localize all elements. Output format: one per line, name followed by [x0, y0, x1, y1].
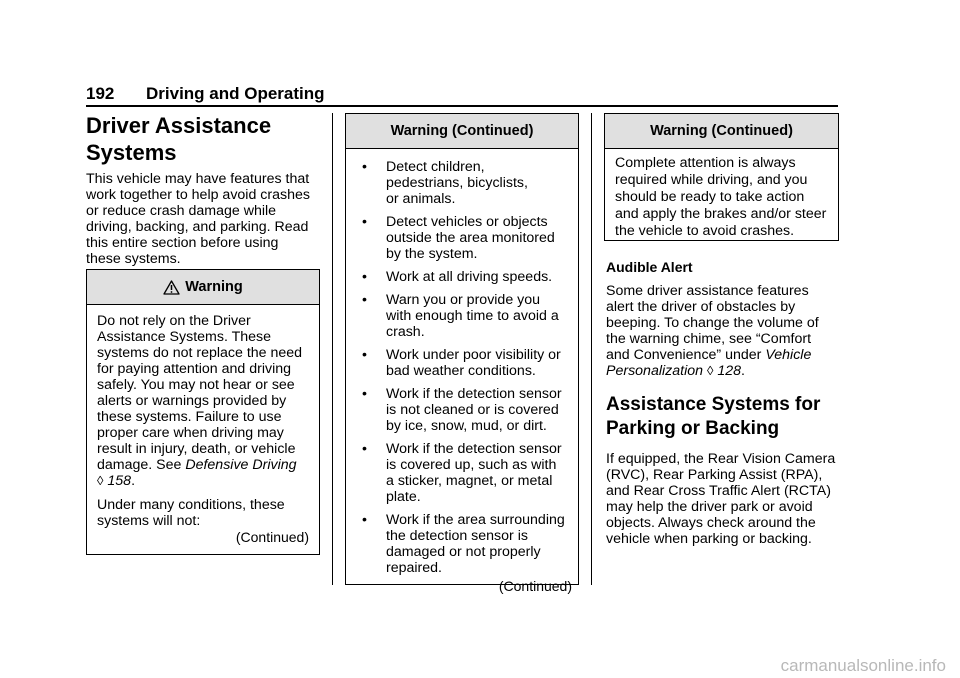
intro-paragraph: This vehicle may have features that work together to help avoid crashes or reduce crash damage while driving, backing, and parking. Read this entire section before using these systems.: [86, 171, 310, 267]
warning-box-1: [86, 269, 320, 555]
warning-title: Warning: [185, 279, 243, 295]
list-item: • Work if the detection sensor is covered up, such as with a sticker, magnet, or metal plate.: [362, 441, 562, 505]
audible-alert-heading: Audible Alert: [606, 259, 693, 275]
list-item: • Detect vehicles or objects outside the area monitored by the system.: [362, 214, 555, 262]
list-item: • Work at all driving speeds.: [362, 269, 553, 285]
warning-header: [605, 114, 838, 149]
parking-paragraph: If equipped, the Rear Vision Camera (RVC), Rear Parking Assist (RPA), and Rear Cross Traffic Alert (RCTA) may help the driver park or avoid objects. Always check around the vehicle when parking or backing.: [606, 451, 836, 547]
warning-paragraph-2: Under many conditions, these systems will not:: [97, 497, 285, 529]
warning-header: [87, 270, 319, 305]
page-ref-128[interactable]: 128: [717, 363, 742, 379]
list-item: • Warn you or provide you with enough time to avoid a crash.: [362, 292, 559, 340]
list-item: • Detect children, pedestrians, bicyclists, or animals.: [362, 159, 528, 207]
warning-paragraph: Do not rely on the Driver Assistance Systems. These systems do not replace the need for paying attention and driving safely. You may not hear or see alerts or warnings provided by these systems. Failure to use proper care when driving may result in injury, death, or vehicle damage. See Defensive Driving ◊ 158.: [97, 313, 303, 489]
continued-label: (Continued): [498, 578, 572, 594]
warning-title: Warning (Continued): [390, 123, 534, 139]
list-item: • Work if the area surrounding the detection sensor is damaged or not properly repaired.: [362, 512, 565, 576]
audible-alert-paragraph: Some driver assistance features alert the driver of obstacles by beeping. To change the volume of the warning chime, see “Comfort and Convenience” under Vehicle Personalization ◊ 128.: [606, 283, 819, 379]
column-divider-right: [591, 113, 592, 585]
parking-systems-heading: Assistance Systems for Parking or Backing: [606, 394, 821, 439]
list-item: • Work under poor visibility or bad weather conditions.: [362, 347, 561, 379]
warning-title: Warning (Continued): [650, 123, 793, 139]
watermark: carmanualsonline.info: [780, 656, 946, 675]
section-title: Driving and Operating: [146, 84, 325, 103]
page-number: 192: [86, 84, 115, 103]
page-header: [86, 84, 838, 104]
vehicle-personalization-link-2[interactable]: Personalization: [606, 363, 704, 379]
column-3: [606, 259, 840, 547]
warning-box-3: Warning (Continued) Complete attention is always required while driving, and you should be ready to take action and apply the brakes and/or steer the vehicle to avoid crashes.: [604, 113, 839, 241]
column-divider-left: [332, 113, 333, 585]
warning-header: [346, 114, 578, 149]
page-ref-icon: ◊: [706, 363, 714, 378]
column-1: [86, 112, 322, 267]
header-rule: [86, 105, 838, 107]
driver-assistance-heading: Driver Assistance Systems: [86, 113, 272, 165]
warning-box-2: [345, 113, 579, 594]
defensive-driving-link[interactable]: Defensive Driving: [185, 457, 297, 473]
warning-triangle-icon: [163, 280, 180, 295]
cannot-detect-list: [356, 159, 568, 576]
continued-label: (Continued): [235, 529, 309, 545]
list-item: • Work if the detection sensor is not cleaned or is covered by ice, snow, mud, or dirt.: [362, 386, 562, 434]
page-ref-158[interactable]: 158: [107, 473, 132, 489]
page-ref-icon: ◊: [97, 473, 104, 488]
vehicle-personalization-link[interactable]: Vehicle: [765, 347, 812, 363]
